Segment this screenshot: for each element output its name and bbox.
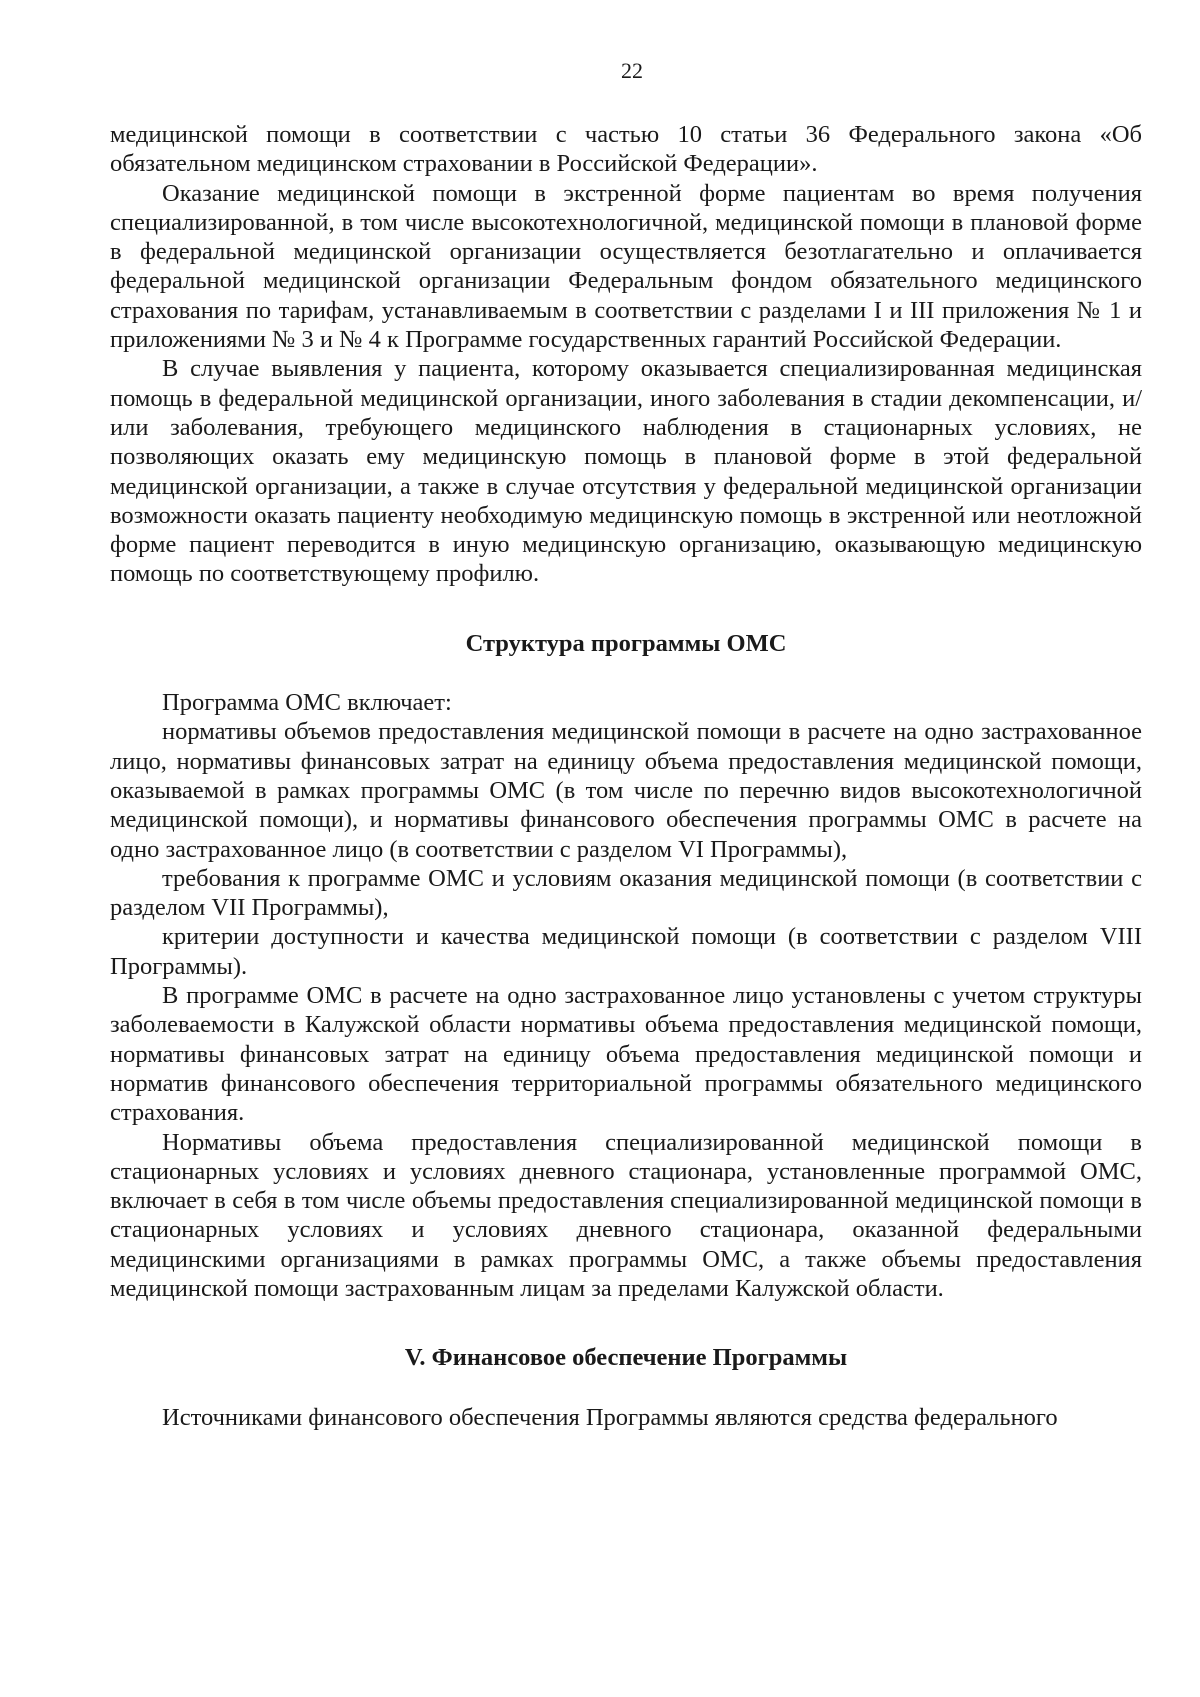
paragraph: Нормативы объема предоставления специализированной медицинской помощи в стационарных условиях и условиях дневного стационара, установленные программой ОМС, включает в себя в том числе объемы предоставления специализированной медицинской помощи в стационарных условиях и условиях дневного стационара, оказанной федеральными медицинскими организациями в рамках программы ОМС, а также объемы предоставления медицинской помощи застрахованным лицам за пределами Калужской области.: [110, 1128, 1142, 1302]
list-item: нормативы объемов предоставления медицинской помощи в расчете на одно застрахованное лицо, нормативы финансовых затрат на единицу объема предоставления медицинской помощи, оказываемой в рамках программы ОМС (в том числе по перечню видов высокотехнологичной медицинской помощи), и нормативы финансового обеспечения программы ОМС в расчете на одно застрахованное лицо (в соответствии с разделом VI Программы),: [110, 718, 1142, 863]
section-heading: Структура программы ОМС: [465, 629, 787, 657]
paragraph: Источниками финансового обеспечения Программы являются средства федерального: [162, 1403, 1058, 1431]
list-item: требования к программе ОМС и условиям оказания медицинской помощи (в соответствии с разделом VII Программы),: [110, 864, 1142, 922]
section-heading: V. Финансовое обеспечение Программы: [404, 1344, 848, 1372]
paragraph: Программа ОМС включает:: [162, 689, 452, 717]
paragraph: В случае выявления у пациента, которому оказывается специализированная медицинская помощь в федеральной медицинской организации, иного заболевания в стадии декомпенсации, и/или заболевания, требующего медицинского наблюдения в стационарных условиях, не позволяющих оказать ему медицинскую помощь в плановой форме в этой федеральной медицинской организации, а также в случае отсутствия у федеральной медицинской организации возможности оказать пациенту необходимую медицинскую помощь в экстренной или неотложной форме пациент переводится в иную медицинскую организацию, оказывающую медицинскую помощь по соответствующему профилю.: [110, 355, 1142, 588]
page-number: 22: [621, 58, 643, 83]
paragraph: В программе ОМС в расчете на одно застрахованное лицо установлены с учетом структуры заболеваемости в Калужской области нормативы объема предоставления медицинской помощи, нормативы финансовых затрат на единицу объема предоставления медицинской помощи и норматив финансового обеспечения территориальной программы обязательного медицинского страхования.: [110, 982, 1142, 1127]
paragraph: Оказание медицинской помощи в экстренной форме пациентам во время получения специализированной, в том числе высокотехнологичной, медицинской помощи в плановой форме в федеральной медицинской организации осуществляется безотлагательно и оплачивается федеральной медицинской организации Федеральным фондом обязательного медицинского страхования по тарифам, устанавливаемым в соответствии с разделами I и III приложения № 1 и приложениями № 3 и № 4 к Программе государственных гарантий Российской Федерации.: [110, 179, 1142, 354]
paragraph: медицинской помощи в соответствии с частью 10 статьи 36 Федерального закона «Об обязательном медицинском страховании в Российской Федерации».: [110, 121, 1142, 178]
list-item: критерии доступности и качества медицинской помощи (в соответствии с разделом VIII Программы).: [110, 923, 1142, 980]
